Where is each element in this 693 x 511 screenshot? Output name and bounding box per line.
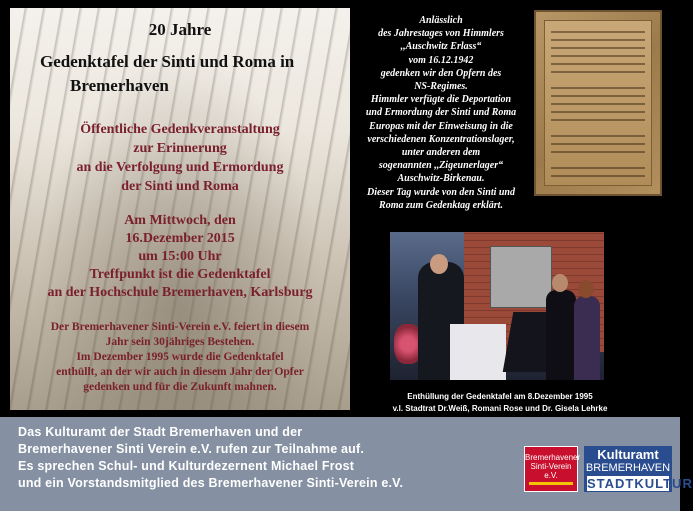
date-line: Treffpunkt ist die Gedenktafel [89, 267, 271, 282]
plaque-text-line [551, 103, 645, 105]
logo-text: BREMERHAVEN [585, 462, 671, 474]
plaque-text-line [551, 39, 645, 41]
plaque-text-line [551, 63, 645, 65]
plaque-text-line [551, 143, 645, 145]
memorial-plaque-image [534, 10, 662, 196]
footer-line: Das Kulturamt der Stadt Bremerhaven und der [18, 425, 303, 439]
invitation-panel [10, 8, 350, 410]
history-line: Anlässlich [419, 15, 463, 26]
photo-caption-title: Enthüllung der Gedenktafel am 8.Dezember 1995 [407, 392, 593, 401]
footer-line: und ein Vorstandsmitglied des Bremerhavener Sinti-Verein e.V. [18, 476, 404, 490]
event-line: zur Erinnerung [133, 141, 227, 156]
association-description [16, 320, 344, 395]
unveiling-photo [390, 232, 604, 380]
desc-line: enthüllt, an der wir auch in diesem Jahr der Opfer [56, 366, 304, 378]
event-line: Öffentliche Gedenkveranstaltung [80, 122, 280, 137]
history-line: verschiedenen Konzentrationslager, [367, 133, 515, 145]
speaker-head [430, 254, 448, 274]
history-line: ,,Auschwitz Erlass“ [400, 41, 482, 53]
plaque-text-line [551, 87, 645, 89]
logo-text: Sinti-Verein e.V. [530, 462, 572, 480]
date-line: Am Mittwoch, den [124, 213, 236, 228]
history-line: Auschwitz-Birkenau. [397, 173, 485, 185]
event-line: der Sinti und Roma [121, 179, 239, 194]
desc-line: gedenken und für die Zukunft mahnen. [83, 381, 277, 393]
date-line: um 15:00 Uhr [138, 249, 222, 264]
plaque-text-line [551, 95, 645, 97]
history-line: Europas mit der Einweisung in die [369, 120, 513, 132]
history-line: des Jahrestages von Himmlers [378, 28, 504, 40]
person-figure [546, 290, 576, 380]
person-head [552, 274, 568, 292]
kulturamt-logo [584, 446, 693, 492]
logo-text: Bremerhavener [525, 453, 581, 462]
desc-line: Im Dezember 1995 wurde die Gedenktafel [76, 351, 284, 363]
history-line: unter anderen dem [401, 147, 481, 159]
plaque-text-line [551, 167, 645, 169]
title-main: Gedenktafel der Sinti und Roma in [40, 52, 295, 71]
history-line: vom 16.12.1942 [408, 54, 474, 66]
logo-text: STADTKULTUR [587, 476, 693, 491]
history-line: Roma zum Gedenktag erklärt. [379, 199, 503, 211]
event-line: an die Verfolgung und Ermordung [76, 160, 284, 175]
history-line: Himmler verfügte die Deportation [370, 94, 512, 106]
person-figure [574, 296, 600, 380]
plaque-text-line [551, 111, 645, 113]
plaque-text-line [551, 47, 645, 49]
date-line: 16.Dezember 2015 [125, 231, 235, 246]
plaque-in-photo [490, 246, 552, 308]
logo-stripe [529, 482, 573, 485]
date-line: an der Hochschule Bremerhaven, Karlsburg [47, 285, 313, 300]
history-line: und Ermordung der Sinti und Roma [365, 107, 517, 119]
lectern [450, 324, 506, 380]
desc-line: Der Bremerhavener Sinti-Verein e.V. feiert in diesem [50, 321, 310, 333]
plaque-text-line [551, 135, 645, 137]
plaque-text-line [551, 71, 645, 73]
photo-caption-names: v.l. Stadtrat Dr.Weiß, Romani Rose und Dr. Gisela Lehrke [392, 404, 608, 413]
sinti-verein-logo [524, 446, 581, 492]
footer-line: Es sprechen Schul- und Kulturdezernent Michael Frost [18, 459, 355, 473]
desc-line: Jahr sein 30jähriges Bestehen. [105, 336, 255, 348]
history-line: NS-Regimes. [414, 81, 468, 93]
plaque-surface [544, 20, 652, 186]
history-line: gedenken wir den Opfern des [380, 67, 502, 79]
history-text [352, 14, 530, 212]
plaque-text-line [551, 119, 645, 121]
plaque-text-line [551, 31, 645, 33]
history-line: sogenannten ,,Zigeunerlager“ [378, 160, 504, 172]
plaque-text-line [551, 151, 645, 153]
event-description [10, 120, 350, 196]
plaque-text-line [551, 175, 645, 177]
plaque-text-line [551, 55, 645, 57]
history-line: Dieser Tag wurde von den Sinti und [367, 186, 515, 198]
title-city: Bremerhaven [70, 76, 169, 95]
footer-line: Bremerhavener Sinti Verein e.V. rufen zur Teilnahme auf. [18, 442, 365, 456]
event-date-block [10, 212, 350, 302]
logo-text: Kulturamt [597, 447, 659, 462]
title-years: 20 Jahre [148, 20, 212, 39]
person-head [578, 280, 594, 298]
